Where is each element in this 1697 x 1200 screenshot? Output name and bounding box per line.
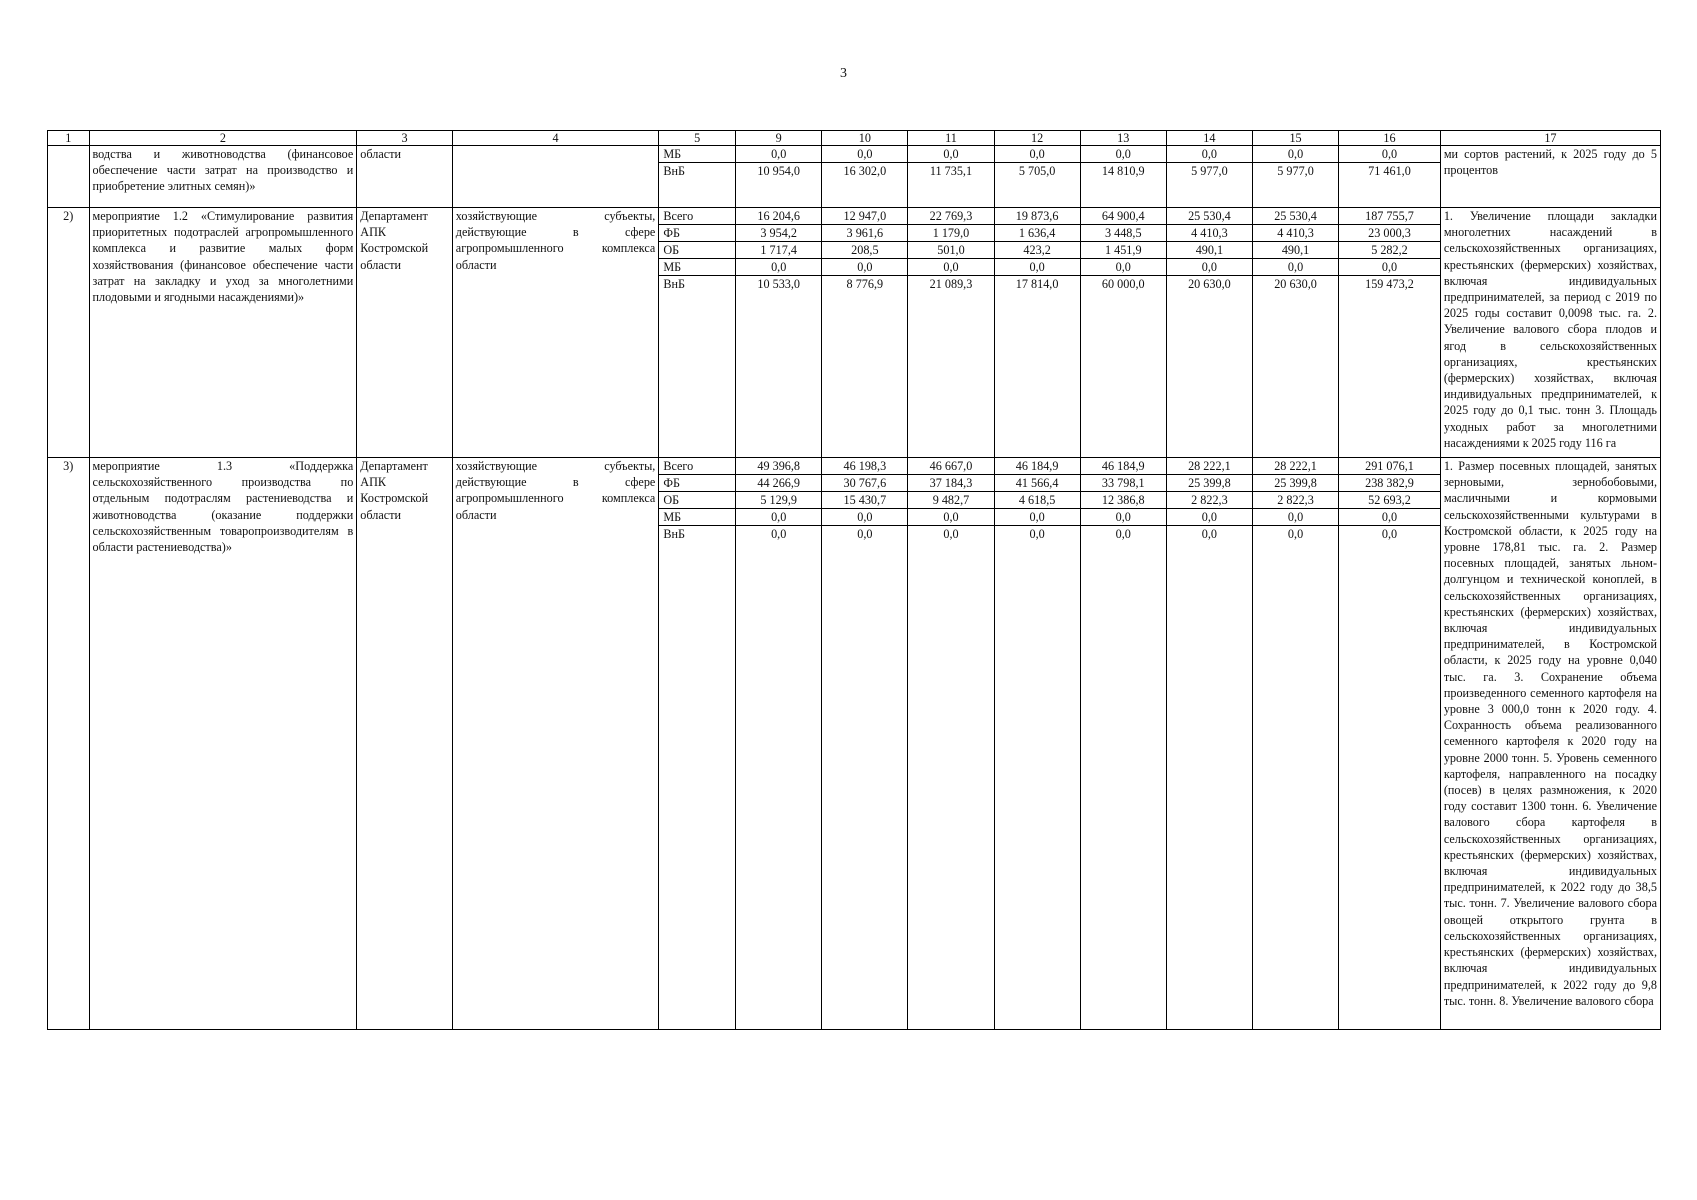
funding-value: 28 222,1 <box>1167 458 1252 475</box>
funding-value: 208,5 <box>822 242 907 259</box>
funding-value: 0,0 <box>1167 259 1252 276</box>
funding-value: 46 184,9 <box>1081 458 1166 475</box>
funding-value: 0,0 <box>908 509 993 526</box>
header-row <box>48 131 1661 146</box>
funding-value: 52 693,2 <box>1339 492 1440 509</box>
funding-value: 11 735,1 <box>929 164 973 178</box>
header-cell: 9 <box>736 131 822 146</box>
value-column-cell <box>1080 146 1166 208</box>
funding-value: 37 184,3 <box>908 475 993 492</box>
funding-value: 3 961,6 <box>822 225 907 242</box>
row-number: 3) <box>48 458 90 1030</box>
table-row <box>48 208 1661 458</box>
funding-value: 501,0 <box>908 242 993 259</box>
funding-source: ОБ <box>659 242 735 259</box>
funding-value: 0,0 <box>1339 259 1440 276</box>
funding-value: 423,2 <box>995 242 1080 259</box>
funding-source: ВнБ <box>663 277 685 291</box>
funding-value: 4 618,5 <box>995 492 1080 509</box>
funding-value: 20 630,0 <box>1188 277 1231 291</box>
funding-value: 9 482,7 <box>908 492 993 509</box>
funding-value: 22 769,3 <box>908 208 993 225</box>
funding-value: 0,0 <box>1339 146 1440 163</box>
funding-value: 0,0 <box>1339 509 1440 526</box>
funding-value: 46 667,0 <box>908 458 993 475</box>
funding-value: 60 000,0 <box>1101 277 1145 291</box>
funding-value: 5 977,0 <box>1277 164 1314 178</box>
funding-value: 10 533,0 <box>757 277 801 291</box>
funding-value: 17 814,0 <box>1015 277 1059 291</box>
funding-source: ФБ <box>659 475 735 492</box>
funding-value: 0,0 <box>857 527 873 541</box>
funding-value: 49 396,8 <box>736 458 821 475</box>
funding-value: 0,0 <box>736 509 821 526</box>
funding-value: 25 530,4 <box>1253 208 1338 225</box>
funding-value: 12 947,0 <box>822 208 907 225</box>
funding-value: 25 399,8 <box>1167 475 1252 492</box>
value-column-cell <box>822 146 908 208</box>
funding-value: 0,0 <box>1081 146 1166 163</box>
funding-source: МБ <box>659 509 735 526</box>
funding-value: 64 900,4 <box>1081 208 1166 225</box>
funding-source: ВнБ <box>663 164 685 178</box>
header-cell: 14 <box>1166 131 1252 146</box>
funding-value: 0,0 <box>822 509 907 526</box>
funding-value: 0,0 <box>908 259 993 276</box>
value-column-cell <box>1339 208 1441 458</box>
funding-value: 0,0 <box>908 146 993 163</box>
header-cell: 13 <box>1080 131 1166 146</box>
funding-value: 291 076,1 <box>1339 458 1440 475</box>
value-column-cell <box>822 458 908 1030</box>
executor-cell: Департамент АПК Костромской области <box>357 208 452 458</box>
funding-value: 3 448,5 <box>1081 225 1166 242</box>
funding-value: 0,0 <box>1029 527 1045 541</box>
funding-value: 0,0 <box>771 527 787 541</box>
header-cell: 1 <box>48 131 90 146</box>
activity-cell: водства и животноводства (финансовое обеспечение части затрат на производство и приобретение элитных семян)» <box>89 146 357 208</box>
funding-value: 238 382,9 <box>1339 475 1440 492</box>
funding-value: 2 822,3 <box>1253 492 1338 509</box>
participants-cell: хозяйствующие субъекты, действующие в сфере агропромышленного комплекса области <box>452 458 659 1030</box>
value-column-cell <box>1166 146 1252 208</box>
funding-value: 19 873,6 <box>995 208 1080 225</box>
value-column-cell <box>1080 458 1166 1030</box>
header-cell: 15 <box>1252 131 1338 146</box>
value-column-cell <box>1252 146 1338 208</box>
funding-value: 0,0 <box>995 259 1080 276</box>
funding-value: 0,0 <box>1381 527 1398 541</box>
header-cell: 17 <box>1440 131 1660 146</box>
header-cell: 10 <box>822 131 908 146</box>
funding-source: Всего <box>659 458 735 475</box>
funding-value: 30 767,6 <box>822 475 907 492</box>
value-column-cell <box>994 208 1080 458</box>
value-column-cell <box>908 458 994 1030</box>
funding-value: 5 129,9 <box>736 492 821 509</box>
funding-value: 1 636,4 <box>995 225 1080 242</box>
funding-value: 12 386,8 <box>1081 492 1166 509</box>
header-cell: 2 <box>89 131 357 146</box>
executor-cell: Департамент АПК Костромской области <box>357 458 452 1030</box>
row-number: 2) <box>48 208 90 458</box>
funding-value: 0,0 <box>1081 509 1166 526</box>
funding-value: 0,0 <box>822 146 907 163</box>
value-column-cell <box>1252 208 1338 458</box>
funding-value: 16 302,0 <box>843 164 887 178</box>
funding-value: 0,0 <box>1253 509 1338 526</box>
activity-cell: мероприятие 1.2 «Стимулирование развития приоритетных подотраслей агропромышленного комплекса и развитие малых форм хозяйствования (финансовое обеспечение части затрат на закладку и уход за многолетними плодовыми и ягодными насаждениями)» <box>89 208 357 458</box>
funding-value: 0,0 <box>1167 146 1252 163</box>
funding-sources-cell <box>659 146 736 208</box>
header-cell: 5 <box>659 131 736 146</box>
funding-value: 3 954,2 <box>736 225 821 242</box>
funding-value: 46 184,9 <box>995 458 1080 475</box>
funding-value: 41 566,4 <box>995 475 1080 492</box>
funding-source: ОБ <box>659 492 735 509</box>
funding-value: 490,1 <box>1167 242 1252 259</box>
value-column-cell <box>1166 208 1252 458</box>
participants-cell: хозяйствующие субъекты, действующие в сфере агропромышленного комплекса области <box>452 208 659 458</box>
value-column-cell <box>994 146 1080 208</box>
funding-value: 159 473,2 <box>1365 277 1414 291</box>
funding-value: 0,0 <box>943 527 959 541</box>
funding-value: 8 776,9 <box>846 277 884 291</box>
funding-value: 20 630,0 <box>1274 277 1317 291</box>
value-column-cell <box>1339 146 1441 208</box>
funding-value: 4 410,3 <box>1253 225 1338 242</box>
funding-source: Всего <box>659 208 735 225</box>
page-number: 3 <box>840 66 847 81</box>
funding-value: 21 089,3 <box>929 277 973 291</box>
funding-value: 28 222,1 <box>1253 458 1338 475</box>
value-column-cell <box>736 208 822 458</box>
funding-value: 0,0 <box>995 146 1080 163</box>
header-cell: 3 <box>357 131 452 146</box>
funding-value: 71 461,0 <box>1368 164 1411 178</box>
funding-value: 0,0 <box>1287 527 1304 541</box>
funding-value: 5 282,2 <box>1339 242 1440 259</box>
table-row <box>48 146 1661 208</box>
funding-value: 0,0 <box>1081 259 1166 276</box>
funding-value: 1 179,0 <box>908 225 993 242</box>
value-column-cell <box>1339 458 1441 1030</box>
funding-value: 2 822,3 <box>1167 492 1252 509</box>
funding-source: МБ <box>659 146 735 163</box>
funding-value: 0,0 <box>822 259 907 276</box>
executor-cell: области <box>357 146 452 208</box>
funding-value: 0,0 <box>1201 527 1218 541</box>
funding-value: 44 266,9 <box>736 475 821 492</box>
funding-value: 25 530,4 <box>1167 208 1252 225</box>
funding-source: МБ <box>659 259 735 276</box>
header-cell: 12 <box>994 131 1080 146</box>
header-cell: 4 <box>452 131 659 146</box>
funding-value: 187 755,7 <box>1339 208 1440 225</box>
value-column-cell <box>822 208 908 458</box>
table-row <box>48 458 1661 1030</box>
program-table <box>47 130 1661 1030</box>
funding-value: 46 198,3 <box>822 458 907 475</box>
funding-value: 1 451,9 <box>1081 242 1166 259</box>
funding-value: 0,0 <box>736 146 821 163</box>
activity-cell: мероприятие 1.3 «Поддержка сельскохозяйственного производства по отдельным подотраслям растениеводства и животноводства (оказание поддержки сельскохозяйственным товаропроизводителям в области растениеводства)» <box>89 458 357 1030</box>
participants-cell <box>452 146 659 208</box>
header-cell: 16 <box>1339 131 1441 146</box>
value-column-cell <box>1252 458 1338 1030</box>
funding-value: 33 798,1 <box>1081 475 1166 492</box>
funding-value: 5 977,0 <box>1191 164 1228 178</box>
value-column-cell <box>736 458 822 1030</box>
funding-value: 16 204,6 <box>736 208 821 225</box>
value-column-cell <box>908 208 994 458</box>
funding-sources-cell <box>659 458 736 1030</box>
funding-sources-cell <box>659 208 736 458</box>
funding-value: 5 705,0 <box>1018 164 1056 178</box>
value-column-cell <box>1166 458 1252 1030</box>
funding-source: ФБ <box>659 225 735 242</box>
funding-value: 0,0 <box>995 509 1080 526</box>
funding-value: 0,0 <box>1253 259 1338 276</box>
funding-value: 10 954,0 <box>757 164 801 178</box>
expected-results-cell: ми сортов растений, к 2025 году до 5 процентов <box>1440 146 1660 208</box>
funding-value: 14 810,9 <box>1101 164 1145 178</box>
funding-value: 0,0 <box>1115 527 1131 541</box>
row-number <box>48 146 90 208</box>
funding-source: ВнБ <box>663 527 685 541</box>
funding-value: 0,0 <box>1167 509 1252 526</box>
expected-results-cell: 1. Размер посевных площадей, занятых зерновыми, зернобобовыми, масличными и кормовыми сельскохозяйственными культурами в Костромской области, к 2025 году на уровне 178,81 тыс. га. 2. Размер посевных площадей, занятых льном-долгунцом и технической коноплей, в сельскохозяйственных организациях, крестьянских (фермерских) хозяйствах, включая индивидуальных предпринимателей, в Костромской области, к 2025 году на уровне 0,040 тыс. га. 3. Сохранение объема произведенного семенного картофеля на уровне 3 000,0 тонн к 2020 году. 4. Сохранность объема реализованного семенного картофеля к 2020 году на уровне 2000 тонн. 5. Уровень семенного картофеля, направленного на посадку (посев) в целях размножения, к 2020 году составит 1300 тонн. 6. Увеличение валового сбора картофеля в сельскохозяйственных организациях, крестьянских (фермерских) хозяйствах, включая индивидуальных предпринимателей, к 2022 году до 38,5 тыс. тонн. 7. Увеличение валового сбора овощей открытого грунта в сельскохозяйственных организациях, крестьянских (фермерских) хозяйствах, включая индивидуальных предпринимателей, к 2022 году до 9,8 тыс. тонн. 8. Увеличение валового сбора <box>1440 458 1660 1030</box>
header-cell: 11 <box>908 131 994 146</box>
funding-value: 25 399,8 <box>1253 475 1338 492</box>
value-column-cell <box>908 146 994 208</box>
funding-value: 23 000,3 <box>1339 225 1440 242</box>
funding-value: 15 430,7 <box>822 492 907 509</box>
funding-value: 1 717,4 <box>736 242 821 259</box>
funding-value: 490,1 <box>1253 242 1338 259</box>
value-column-cell <box>736 146 822 208</box>
funding-value: 0,0 <box>736 259 821 276</box>
funding-value: 0,0 <box>1253 146 1338 163</box>
expected-results-cell: 1. Увеличение площади закладки многолетних насаждений в сельскохозяйственных организациях, крестьянских (фермерских) хозяйствах, включая индивидуальных предпринимателей, за период с 2019 по 2025 годы составит 0,0098 тыс. га. 2. Увеличение валового сбора плодов и ягод в сельскохозяйственных организациях, крестьянских (фермерских) хозяйствах, включая индивидуальных предпринимателей, к 2025 году до 0,1 тыс. тонн 3. Площадь уходных работ за многолетними насаждениями к 2025 году 116 га <box>1440 208 1660 458</box>
value-column-cell <box>994 458 1080 1030</box>
value-column-cell <box>1080 208 1166 458</box>
funding-value: 4 410,3 <box>1167 225 1252 242</box>
